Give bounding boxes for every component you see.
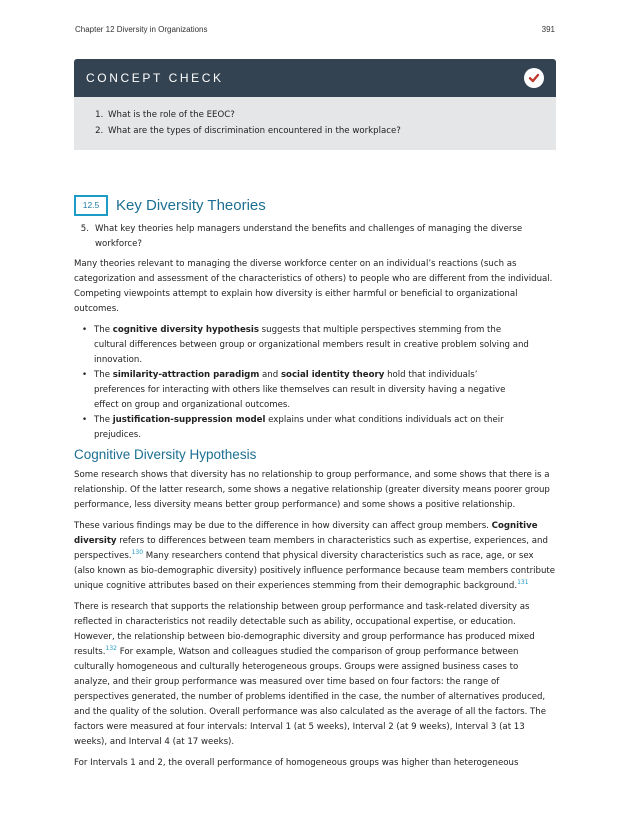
footnote-ref[interactable]: 132	[105, 645, 117, 653]
paragraph: These various findings may be due to the difference in how diversity can affect group members. Cognitive diversity refers to differences between team members in characteristics such as expertise, experiences, and perspectives.$^{130}$ Many researchers contend that physical diversity characteristics such as race, age, or sex (also known as bio-demographic diversity) positively influence performance because team members contribute unique cognitive attributes based on their experiences stemming from their demographic background.$^{131}$	[74, 521, 556, 591]
intro-paragraph: Many theories relevant to managing the diverse workforce center on an individual’s reactions (such as categorization and assessment of the characteristics of others) to people who are different from the individual. Competing viewpoints attempt to explain how diversity is either harmful or beneficial to organizational outcomes.	[74, 259, 553, 314]
concept-check-item: 1. What is the role of the EEOC?	[106, 107, 556, 123]
key-term: cognitive diversity hypothesis	[112, 325, 259, 335]
key-term: justification-suppression model	[112, 415, 266, 425]
objective-number: 5.	[80, 224, 89, 234]
concept-check-body	[74, 97, 556, 150]
checkmark-icon	[524, 68, 544, 88]
section-title: Key Diversity Theories	[116, 197, 266, 214]
theory-item: • The justification-suppression model explains under what conditions individuals act on their prejudices.	[82, 415, 504, 440]
footnote-ref[interactable]: 131	[517, 579, 529, 587]
footnote-ref[interactable]: 130	[131, 549, 144, 557]
key-term: similarity-attraction paradigm	[112, 370, 260, 380]
concept-check-item: 2. What are the types of discrimination encountered in the workplace?	[106, 123, 556, 139]
running-header	[75, 25, 555, 34]
key-term: Cognitive diversity	[74, 521, 538, 546]
subsection-title: Cognitive Diversity Hypothesis	[74, 447, 257, 462]
key-term: social identity theory	[280, 370, 385, 380]
objective-text: What key theories help managers understand the benefits and challenges of managing the diverse workforce?	[95, 224, 523, 249]
paragraph: For Intervals 1 and 2, the overall performance of homogeneous groups was higher than heterogeneous	[74, 758, 519, 768]
concept-check-header	[74, 59, 556, 97]
theory-item: • The cognitive diversity hypothesis suggests that multiple perspectives stemming from the cultural differences between group or organizational members result in creative problem solving and innovation.	[82, 325, 529, 365]
paragraph: There is research that supports the relationship between group performance and task-related diversity as reflected in characteristics not readily detectable such as ability, occupational expertise, or education. However, the relationship between bio-demographic diversity and group performance has produced mixed results.$^{132}$ For example, Watson and colleagues studied the comparison of group performance between culturally homogeneous and culturally heterogeneous groups. Groups were assigned business cases to analyze, and their group performance was measured over time based on four factors: the range of perspectives generated, the number of problems identified in the case, the number of alternatives produced, and the quality of the solution. Overall performance was also calculated as the average of all the factors. The factors were measured at four intervals: Interval 1 (at 5 weeks), Interval 2 (at 9 weeks), Interval 3 (at 13 weeks), and Interval 4 (at 17 weeks).	[74, 602, 547, 747]
chapter-title: Chapter 12 Diversity in Organizations	[75, 25, 208, 34]
theory-item: • The similarity-attraction paradigm and social identity theory hold that individuals’ preferences for interacting with others like themselves can result in diversity having a negative effect on group and organizational outcomes.	[82, 370, 506, 410]
theory-list	[74, 323, 556, 443]
section-number: 12.5	[74, 195, 108, 216]
concept-check-title: CONCEPT CHECK	[86, 71, 224, 85]
paragraph: Some research shows that diversity has no relationship to group performance, and some shows that there is a relationship. Of the latter research, some shows a negative relationship (greater diversity means poorer group performance, less diversity means better group performance) and some shows a positive relationship.	[74, 470, 550, 510]
section-heading	[74, 195, 556, 216]
concept-check-list	[74, 107, 556, 139]
page-number: 391	[541, 25, 555, 34]
learning-objective	[74, 222, 556, 252]
concept-check-box	[74, 59, 556, 150]
main-content	[74, 195, 556, 777]
